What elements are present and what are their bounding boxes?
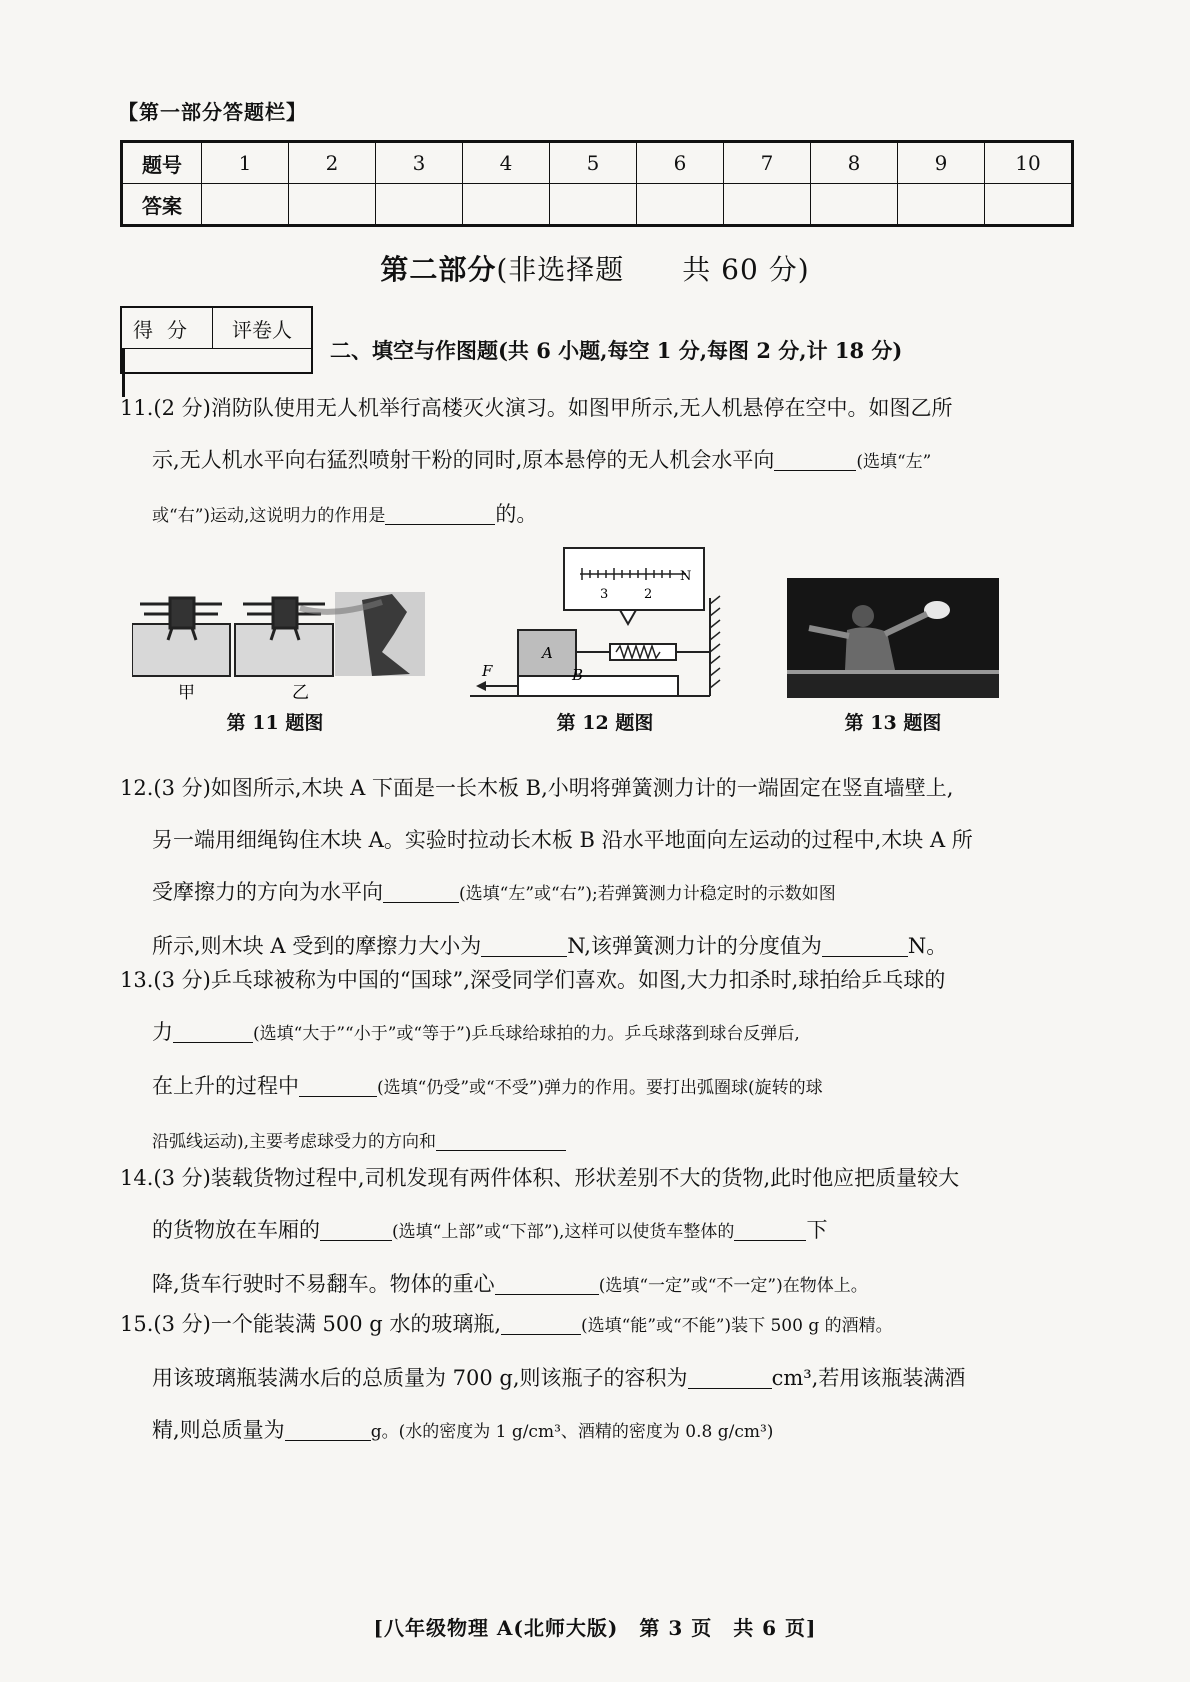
q15-text: cm³,若用该瓶装满酒 <box>771 1366 966 1390</box>
question-number: 2 <box>289 142 376 184</box>
answer-blank[interactable] <box>385 502 495 525</box>
answer-blank[interactable] <box>320 1218 392 1241</box>
q15-text: 精,则总质量为 <box>152 1418 285 1442</box>
fig12-scale-unit: N <box>680 569 692 584</box>
section1-title: 【第一部分答题栏】 <box>118 100 307 124</box>
grader-label: 评卷人 <box>213 307 313 349</box>
answer-cell[interactable] <box>724 184 811 226</box>
q13-text: (选填“大于”“小于”或“等于”)乒乓球给球拍的力。乒乓球落到球台反弹后, <box>253 1024 800 1044</box>
q13-line2 <box>120 1006 1080 1060</box>
answer-table-answer-row <box>122 184 1073 226</box>
answer-blank[interactable] <box>734 1218 806 1241</box>
answer-blank[interactable] <box>688 1366 772 1389</box>
question-14 <box>120 1152 1080 1312</box>
fig12-scale-3: 3 <box>600 587 609 602</box>
q14-text: 下 <box>806 1218 828 1242</box>
question-15 <box>120 1298 1080 1458</box>
q14-line1: 14.(3 分)装载货物过程中,司机发现有两件体积、形状差别不大的货物,此时他应把质量较大 <box>120 1166 960 1190</box>
question-12 <box>120 762 1080 972</box>
answer-table-number-row <box>122 142 1073 184</box>
figure-13-caption: 第 13 题图 <box>844 712 942 734</box>
answer-table <box>120 140 1074 227</box>
q15-line1 <box>120 1298 1080 1352</box>
figure-13-table-tennis-photo <box>787 578 999 698</box>
fig12-scale-2: 2 <box>644 587 653 602</box>
q11-text: 的。 <box>495 502 538 526</box>
q14-text: 降,货车行驶时不易翻车。物体的重心 <box>152 1272 495 1296</box>
answer-blank[interactable] <box>501 1312 581 1335</box>
answer-cell[interactable] <box>898 184 985 226</box>
answer-cell[interactable] <box>463 184 550 226</box>
q11-line2 <box>120 434 1080 488</box>
figure-12-diagram <box>470 544 740 704</box>
figure-11-caption: 第 11 题图 <box>226 712 324 734</box>
q11-line3 <box>120 488 1080 542</box>
answer-cell[interactable] <box>811 184 898 226</box>
q12-line3 <box>120 866 1080 920</box>
part2-heading <box>0 248 1190 288</box>
fig11-label-yi: 乙 <box>292 683 309 702</box>
q11-line1: 11.(2 分)消防队使用无人机举行高楼灭火演习。如图甲所示,无人机悬停在空中。如图乙所 <box>120 396 953 420</box>
answer-cell[interactable] <box>637 184 724 226</box>
q15-line2 <box>120 1352 1080 1404</box>
answer-cell[interactable] <box>289 184 376 226</box>
question-number: 8 <box>811 142 898 184</box>
q11-text: (选填“左” <box>856 452 932 472</box>
question-number: 5 <box>550 142 637 184</box>
score-label: 得分 <box>121 307 213 349</box>
answer-cell[interactable] <box>202 184 289 226</box>
q14-text: (选填“上部”或“下部”),这样可以使货车整体的 <box>392 1222 735 1242</box>
q14-text: 的货物放在车厢的 <box>152 1218 320 1242</box>
answer-blank[interactable] <box>285 1418 371 1441</box>
fig11-label-jia: 甲 <box>178 683 195 702</box>
q12-line1: 12.(3 分)如图所示,木块 A 下面是一长木板 B,小明将弹簧测力计的一端固定在竖直墙壁上, <box>120 776 954 800</box>
q15-line3 <box>120 1404 1080 1458</box>
answer-blank[interactable] <box>299 1074 377 1097</box>
answer-blank[interactable] <box>383 880 459 903</box>
q15-text: 用该玻璃瓶装满水后的总质量为 700 g,则该瓶子的容积为 <box>152 1366 688 1390</box>
q13-text: 沿弧线运动),主要考虑球受力的方向和 <box>152 1132 437 1152</box>
section2-title: 二、填空与作图题(共 6 小题,每空 1 分,每图 2 分,计 18 分) <box>330 338 903 363</box>
q12-text: 所示,则木块 A 受到的摩擦力大小为 <box>152 934 482 958</box>
answer-cell[interactable] <box>550 184 637 226</box>
question-number: 6 <box>637 142 724 184</box>
answer-blank[interactable] <box>774 448 856 471</box>
part2-subtitle: (非选择题 共 60 分) <box>496 253 810 286</box>
q15-text: (选填“能”或“不能”)装下 500 g 的酒精。 <box>581 1316 893 1336</box>
q15-text: g。(水的密度为 1 g/cm³、酒精的密度为 0.8 g/cm³) <box>370 1422 774 1442</box>
question-number: 1 <box>202 142 289 184</box>
question-number: 7 <box>724 142 811 184</box>
q12-text: N,该弹簧测力计的分度值为 <box>567 934 822 958</box>
q12-line2: 另一端用细绳钩住木块 A。实验时拉动长木板 B 沿水平地面向左运动的过程中,木块 A 所 <box>152 828 973 852</box>
q11-text: 示,无人机水平向右猛烈喷射干粉的同时,原本悬停的无人机会水平向 <box>152 448 775 472</box>
answer-cell[interactable] <box>985 184 1073 226</box>
figure-12-caption: 第 12 题图 <box>556 712 654 734</box>
figure-11-drone-image <box>132 582 432 702</box>
question-number: 4 <box>463 142 550 184</box>
answer-blank[interactable] <box>173 1020 253 1043</box>
q12-text: (选填“左”或“右”);若弹簧测力计稳定时的示数如图 <box>459 884 836 904</box>
score-table <box>120 306 313 374</box>
answer-blank[interactable] <box>436 1128 566 1151</box>
q12-text: N。 <box>907 934 948 958</box>
fig12-label-F: F <box>482 662 493 680</box>
question-number: 3 <box>376 142 463 184</box>
q13-line3 <box>120 1060 1080 1114</box>
question-number: 9 <box>898 142 985 184</box>
fig12-label-A: A <box>542 644 553 662</box>
page-footer: [八年级物理 A(北师大版) 第 3 页 共 6 页] <box>373 1616 817 1640</box>
answer-blank[interactable] <box>495 1272 599 1295</box>
question-number: 10 <box>985 142 1073 184</box>
row-label-number: 题号 <box>122 142 202 184</box>
row-label-answer: 答案 <box>122 184 202 226</box>
q13-text: 在上升的过程中 <box>152 1074 299 1098</box>
q11-text: 或“右”)运动,这说明力的作用是 <box>152 506 386 526</box>
q12-text: 受摩擦力的方向为水平向 <box>152 880 383 904</box>
question-13 <box>120 954 1080 1168</box>
part2-title: 第二部分 <box>380 253 497 286</box>
q13-line1: 13.(3 分)乒乓球被称为中国的“国球”,深受同学们喜欢。如图,大力扣杀时,球拍给乒乓球的 <box>120 968 946 992</box>
fig12-label-B: B <box>572 666 584 684</box>
q15-text: 15.(3 分)一个能装满 500 g 水的玻璃瓶, <box>120 1312 502 1336</box>
q14-line2 <box>120 1204 1080 1258</box>
answer-cell[interactable] <box>376 184 463 226</box>
q14-text: (选填“一定”或“不一定”)在物体上。 <box>598 1276 868 1296</box>
q13-text: (选填“仍受”或“不受”)弹力的作用。要打出弧圈球(旋转的球 <box>377 1078 823 1098</box>
question-11 <box>120 382 1080 542</box>
q13-text: 力 <box>152 1020 173 1044</box>
